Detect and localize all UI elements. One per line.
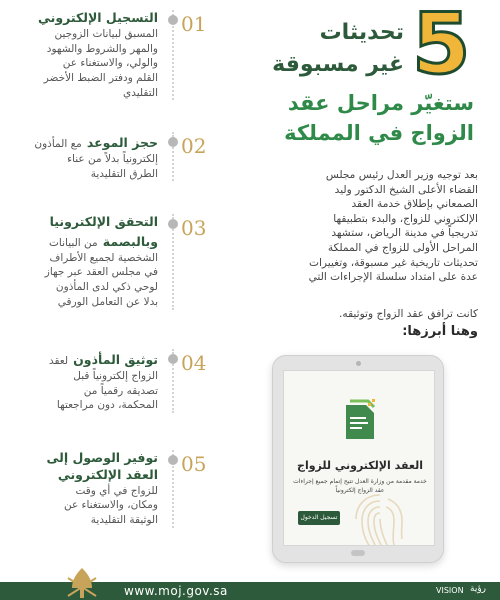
intro-highlights-label: وهنا أبرزها: [402,324,478,339]
step-body [14,10,174,100]
step-number: 03 [181,216,207,240]
hero-line-1: تحديثات [319,20,404,45]
step-bullet-icon [168,455,178,465]
hero-heading [264,0,471,98]
headline-line-2: الزواج في المملكة [284,121,474,146]
step-05 [0,446,232,536]
step-line: الزواج إلكترونياً قبل [73,369,158,382]
step-bullet-icon [168,15,178,25]
step-line: الشخصية لجميع الأطراف [49,251,158,264]
home-button-icon [351,550,365,556]
hero-line-2: غير مسبوقة [272,52,404,77]
step-line: المسبق لبيانات الزوجين [54,27,158,40]
step-title: التحقق الإلكترونيا [49,214,158,229]
step-line: والولي، والاستغناء عن [62,57,158,70]
step-title-suffix: مع المأذون [34,138,82,150]
step-number: 05 [181,452,207,476]
step-line: في مجلس العقد عبر جهاز [44,266,158,279]
step-title-2: وبالبصمة [102,233,158,249]
document-icon [340,397,380,443]
step-01 [0,6,232,106]
intro-line: القضاء الأعلى الشيخ الدكتور وليد [334,183,478,196]
step-title-suffix: من البيانات [49,236,98,249]
right-column [232,0,500,600]
intro-line: تدريجياً في مدينة الرياض، ستشهد [331,227,478,240]
intro-line: بعد توجيه وزير العدل رئيس مجلس [325,169,478,181]
step-bullet-icon [168,219,178,229]
steps-column [0,0,232,600]
step-line: الوثيقة التقليدية [90,514,158,527]
tablet-mockup [272,355,444,563]
service-title: العقد الإلكتروني للزواج [297,459,423,472]
step-number: 02 [181,134,207,158]
ministry-emblem-icon [62,566,102,600]
tablet-screen [283,370,435,546]
website-link[interactable]: www.moj.gov.sa [124,584,228,598]
step-line: إلكترونياً بدلاً من عناء [67,152,158,165]
step-title: توفير الوصول إلى [46,450,158,465]
intro-paragraph [240,168,478,285]
step-line: لوحي ذكي لدى المأذون [55,281,158,294]
headline [244,88,474,149]
step-02 [0,128,232,188]
step-title: التسجيل الإلكتروني [38,10,158,25]
step-body [14,450,174,528]
intro-line: الإلكتروني للزواج، والبدء بتطبيقها [333,212,478,225]
login-button[interactable]: تسجيل الدخول [298,511,340,525]
step-03 [0,210,232,320]
step-title-2: العقد الإلكتروني [57,466,158,482]
step-body [14,349,174,413]
step-line: ومكان، والاستغناء عن [63,499,158,512]
step-line: الطرق التقليدية [90,167,158,180]
intro-line: تحديثات تاريخية غير مسبوقة، وتغييرات [309,256,478,269]
step-line: التقليدي [123,86,158,99]
hero-number: 5 [412,0,471,93]
intro-lead: كانت ترافق عقد الزواج وتوثيقه. [339,308,478,320]
step-line: بدلا عن التعامل الورقي [57,295,158,308]
step-line: للزواج في أي وقت [75,484,158,497]
step-line: تصديقه رقمياً من [83,384,158,397]
step-number: 01 [181,12,207,36]
intro-line: عدة على امتداد سلسلة الإجراءات التي [308,271,478,284]
step-bullet-icon [168,137,178,147]
step-title-suffix: لعقد [48,355,69,367]
vision-2030-logo-ar: رؤية [470,584,487,594]
intro-line: المراحل الأولى للزواج في المملكة [327,242,478,255]
step-body [14,132,174,181]
step-line: والمهر والشروط والشهود [46,42,158,55]
step-body [14,214,174,310]
step-04 [0,345,232,425]
intro-line: الصمعاني بإطلاق خدمة العقد [351,198,478,211]
step-line: المحكمة، دون مراجعتها [56,399,158,412]
step-title: توثيق المأذون [73,352,158,367]
step-bullet-icon [168,354,178,364]
camera-icon [356,361,361,366]
step-line: القلم ودفتر الضبط الأخضر [43,71,158,84]
service-subtitle: خدمة مقدمة من وزارة العدل تتيح إتمام جميع إجراءات عقد الزواج إلكترونياً [293,478,427,494]
step-title: حجز الموعد [86,135,158,150]
vision-2030-logo: VISION [436,586,464,595]
step-number: 04 [181,351,207,375]
headline-line-1: ستغيّر مراحل عقد [287,91,474,115]
fingerprint-icon [348,489,412,546]
